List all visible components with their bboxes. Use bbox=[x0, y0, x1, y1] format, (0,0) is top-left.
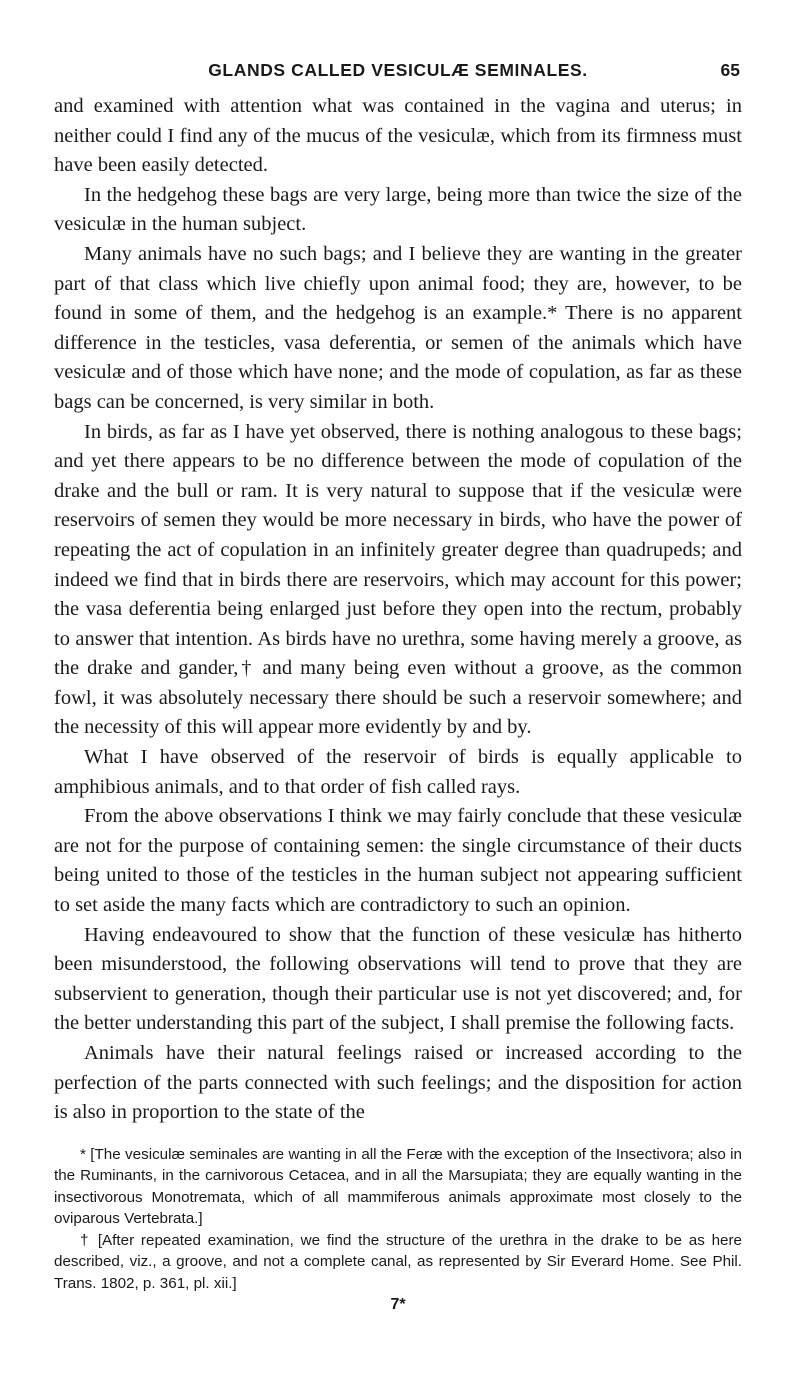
paragraph: Having endeavoured to show that the function of these vesiculæ has hitherto been misunderstood, the following observations will tend to prove that they are subservient to generation, though their particular use is not yet discovered; and, for the better understanding this part of the subject, I shall premise the following facts. bbox=[54, 923, 742, 1035]
footnotes bbox=[54, 1144, 742, 1295]
body-text bbox=[54, 92, 742, 1128]
footnote: † [After repeated examination, we find the structure of the urethra in the drake to be as here described, viz., a groove, and not a complete canal, as represented by Sir Everard Home. See Phil. Trans. 1802, p. 361, pl. xii.] bbox=[54, 1231, 742, 1292]
signature-mark: 7* bbox=[390, 1296, 406, 1314]
footnote: * [The vesiculæ seminales are wanting in all the Feræ with the exception of the Insectivora; also in the Ruminants, in the carnivorous Cetacea, and in all the Marsupiata; they are equally wanting in the insectivorous Monotremata, which of all mammiferous animals approximate most closely to the oviparous Vertebrata.] bbox=[54, 1145, 742, 1228]
paragraph: Many animals have no such bags; and I believe they are wanting in the greater part of that class which live chiefly upon animal food; they are, however, to be found in some of them, and the hedgehog is an example.* There is no apparent difference in the testicles, vasa deferentia, or semen of the animals which have vesiculæ and of those which have none; and the mode of copulation, as far as these bags can be concerned, is very similar in both. bbox=[54, 242, 742, 413]
page-number: 65 bbox=[720, 60, 740, 80]
running-title: GLANDS CALLED VESICULÆ SEMINALES. bbox=[208, 60, 588, 80]
paragraph: What I have observed of the reservoir of birds is equally applicable to amphibious animals, and to that order of fish called rays. bbox=[54, 746, 742, 798]
paragraph: and examined with attention what was contained in the vagina and uterus; in neither could I find any of the mucus of the vesiculæ, which from its firmness must have been easily detected. bbox=[54, 95, 742, 177]
book-page bbox=[54, 58, 742, 1314]
paragraph: Animals have their natural feelings raised or increased according to the perfection of the parts connected with such feelings; and the disposition for action is also in proportion to the state of the bbox=[54, 1042, 742, 1124]
paragraph: From the above observations I think we may fairly conclude that these vesiculæ are not for the purpose of containing semen: the single circumstance of their ducts being united to those of the testicles in the human subject not appearing sufficient to set aside the many facts which are contradictory to such an opinion. bbox=[54, 805, 742, 917]
paragraph: In birds, as far as I have yet observed, there is nothing analogous to these bags; and yet there appears to be no difference between the mode of copulation of the drake and the bull or ram. It is very natural to suppose that if the vesiculæ were reservoirs of semen they would be more necessary in birds, who have the power of repeating the act of copulation in an infinitely greater degree than quadrupeds; and indeed we find that in birds there are reservoirs, which may account for this power; the vasa deferentia being enlarged just before they open into the rectum, probably to answer that intention. As birds have no urethra, some having merely a groove, as the drake and gander,† and many being even without a groove, as the common fowl, it was absolutely necessary there should be such a reservoir somewhere; and the necessity of this will appear more evidently by and by. bbox=[54, 420, 742, 739]
paragraph: In the hedgehog these bags are very large, being more than twice the size of the vesiculæ in the human subject. bbox=[54, 183, 742, 236]
page-header bbox=[54, 58, 742, 82]
